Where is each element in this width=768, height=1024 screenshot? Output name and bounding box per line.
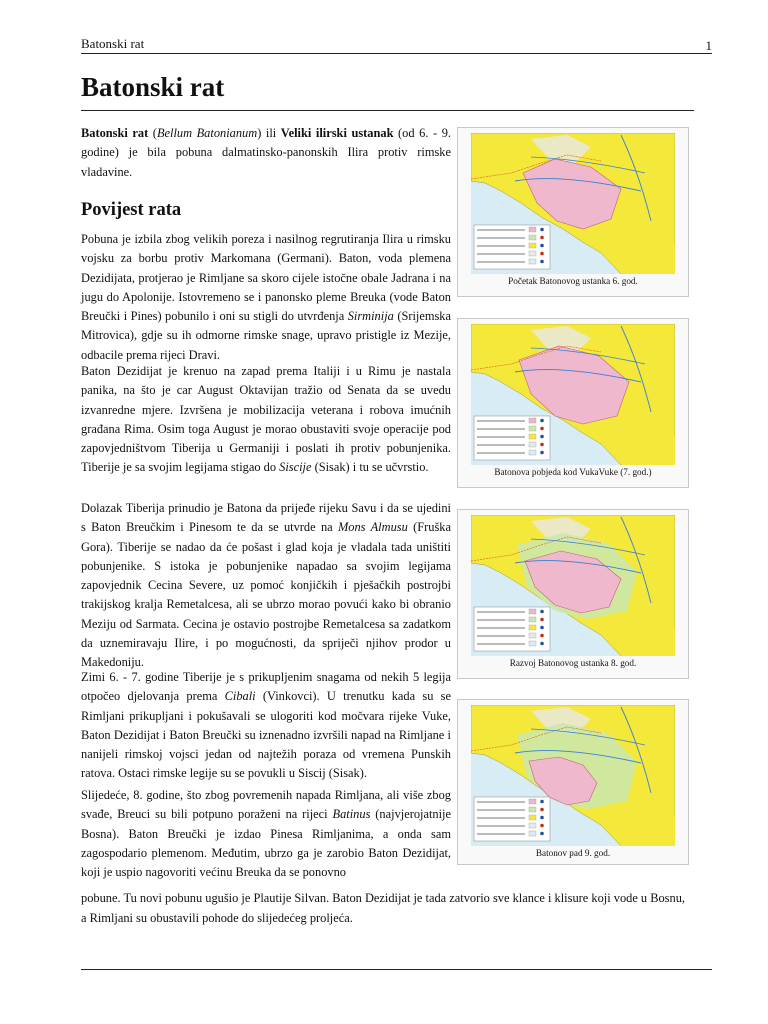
- legend-symbol: [540, 260, 544, 264]
- figure-caption: Razvoj Batonovog ustanka 8. god.: [509, 658, 637, 668]
- legend-symbol: [540, 634, 544, 638]
- legend-swatch: [529, 450, 536, 455]
- legend-text-line: [477, 261, 525, 263]
- legend-text-line: [477, 619, 525, 621]
- paragraph-5: Slijedeće, 8. godine, što zbog povremenih napada Rimljana, ali više zbog svađe, Breuci su bili potpuno poraženi na rijeci Batinus (najvjerojatnije Bosna). Baton Breučki je izdao Pinesa Rimljanima, a onda sam zagospodario plemenom. Međutim, ubrzo ga je zarobio Baton Dezidijat, koji je uspio nagovoriti većinu Breuka da se ponovno: [81, 788, 451, 880]
- legend-symbol: [540, 642, 544, 646]
- legend-swatch: [529, 235, 536, 240]
- legend-text-line: [477, 627, 525, 629]
- legend-text-line: [477, 253, 525, 255]
- legend-symbol: [540, 443, 544, 447]
- legend-symbol: [540, 236, 544, 240]
- legend-text-line: [477, 801, 525, 803]
- intro-paragraph: Batonski rat (Bellum Batonianum) ili Veliki ilirski ustanak (od 6. - 9. godine) je bila pobuna dalmatinsko-panonskih Ilira protiv rimske vladavine.: [81, 126, 451, 179]
- legend-symbol: [540, 451, 544, 455]
- legend-symbol: [540, 808, 544, 812]
- legend-text-line: [477, 817, 525, 819]
- legend-text-line: [477, 237, 525, 239]
- running-header: [81, 34, 712, 52]
- legend-text-line: [477, 452, 525, 454]
- legend-swatch: [529, 625, 536, 630]
- legend-text-line: [477, 229, 525, 231]
- paragraph-5-continued: pobune. Tu novi pobunu ugušio je Plautije Silvan. Baton Dezidijat je tada zatvorio sve klance i klisure koji vode u Bosnu, a Rimljani su obustavili pohode do slijedećeg proljeća.: [81, 891, 685, 925]
- legend-swatch: [529, 633, 536, 638]
- legend-swatch: [529, 259, 536, 264]
- legend-swatch: [529, 251, 536, 256]
- legend-symbol: [540, 816, 544, 820]
- figure-map-9: [457, 699, 689, 865]
- legend-text-line: [477, 428, 525, 430]
- header-rule: [81, 53, 712, 54]
- legend-symbol: [540, 435, 544, 439]
- term-veliki-ustanak: Veliki ilirski ustanak: [280, 126, 394, 140]
- legend-swatch: [529, 243, 536, 248]
- legend-swatch: [529, 227, 536, 232]
- legend-swatch: [529, 807, 536, 812]
- legend-swatch: [529, 823, 536, 828]
- map-image: [471, 515, 675, 656]
- legend-text-line: [477, 420, 525, 422]
- legend-symbol: [540, 626, 544, 630]
- legend-symbol: [540, 228, 544, 232]
- figure-map-6: [457, 127, 689, 297]
- legend-text-line: [477, 635, 525, 637]
- legend-symbol: [540, 244, 544, 248]
- legend-swatch: [529, 617, 536, 622]
- paragraph-3: Dolazak Tiberija prinudio je Batona da prijeđe rijeku Savu i da se ujedini s Baton Breučkim i Pinesom te da se utvrde na Mons Almusu (Fruška Gora). Tiberije se nadao da će pošast i glad koja je vladala tada uništiti pobunjenike. S istoka je pobunjenike napadao sa svojim legijama zapovjednik Cecina Severe, uz pomoć konjičkih i pješačkih postrojbi trakijskog kralja Remetalcesa, ali se ubrzo morao povući kako bi obranio Meziju od Sarmata. Cecina je ostavio postrojbe Remetalcesa sa zadatkom da uznemiravaju Ilire, i po mogućnosti, da spriječi njihov prodor u Makedoniju.: [81, 501, 451, 670]
- legend-symbol: [540, 824, 544, 828]
- legend-symbol: [540, 832, 544, 836]
- page-title: Batonski rat: [81, 72, 225, 102]
- term-batonski-rat: Batonski rat: [81, 126, 149, 140]
- figure-caption: Batonov pad 9. god.: [535, 848, 611, 858]
- legend-symbol: [540, 252, 544, 256]
- legend-symbol: [540, 800, 544, 804]
- figure-caption: Početak Batonovog ustanka 6. god.: [508, 276, 638, 286]
- legend-swatch: [529, 815, 536, 820]
- legend-text-line: [477, 809, 525, 811]
- map-image: [471, 324, 675, 465]
- legend-symbol: [540, 427, 544, 431]
- page-number: 1: [705, 38, 712, 53]
- legend-text-line: [477, 643, 525, 645]
- legend-text-line: [477, 825, 525, 827]
- legend-text-line: [477, 611, 525, 613]
- legend-swatch: [529, 434, 536, 439]
- legend-text-line: [477, 436, 525, 438]
- legend-symbol: [540, 618, 544, 622]
- figure-map-7: [457, 318, 689, 488]
- latin-name: Bellum Batonianum: [156, 126, 258, 140]
- legend-swatch: [529, 831, 536, 836]
- map-image: [471, 705, 675, 846]
- legend-swatch: [529, 609, 536, 614]
- footer-rule: [81, 969, 712, 970]
- figure-map-8: [457, 509, 689, 679]
- section-heading: Povijest rata: [81, 200, 182, 220]
- legend-text-line: [477, 833, 525, 835]
- legend-symbol: [540, 419, 544, 423]
- legend-swatch: [529, 799, 536, 804]
- paragraph-2: Baton Dezidijat je krenuo na zapad prema Italiji i u Rimu je nastala panika, na što je car August Oktavijan tražio od Senata da se uvedu izvanredne mjere. Izvršena je mobilizacija veterana i robova imućnih građana Rima. Osim toga August je morao obustaviti svoje operacije pod zapovjedništvom Tiberija u Germaniji i poslati ih protiv pobunjenika. Tiberije je sa svojim legijama stigao do Siscije (Sisak) i tu se učvrstio.: [81, 364, 451, 475]
- paragraph-1: Pobuna je izbila zbog velikih poreza i nasilnog regrutiranja Ilira u rimsku vojsku za borbu protiv Markomana (Germani). Baton, voda plemena Dezidijata, protjerao je Rimljane sa skoro cijele istočne obale Jadrana i na jugu do Apolonije. Istovremeno se i panonsko pleme Breuka (vode Baton Breučki i Pines) pobunilo i oni su stigli do utvrđenja Sirminija (Srijemska Mitrovica), gdje su ih odmorne rimske snage, upravo pristigle iz Mezije, odbacile prema rijeci Dravi.: [81, 232, 451, 362]
- map-image: [471, 133, 675, 274]
- figure-caption: Batonova pobjeda kod VukaVuke (7. god.): [494, 467, 652, 477]
- title-rule: [81, 110, 694, 111]
- legend-symbol: [540, 610, 544, 614]
- legend-text-line: [477, 444, 525, 446]
- running-title: Batonski rat: [81, 36, 145, 51]
- legend-swatch: [529, 418, 536, 423]
- paragraph-4: Zimi 6. - 7. godine Tiberije je s prikupljenim snagama od nekih 5 legija otpočeo djelovanja prema Cibali (Vinkovci). U trenutku kada su se Rimljani prikupljani i pokušavali se ulogoriti kod močvara rijeke Vuke, Baton Dezidijat i Baton Breučki su iznenadno izvršili napad na Rimljane i nanijeli rimskoj vojsci jedan od najtežih poraza od vremena Punskih ratova. Ostaci rimske legije su se povukli u Siscij (Sisak).: [81, 670, 451, 781]
- legend-swatch: [529, 641, 536, 646]
- legend-swatch: [529, 426, 536, 431]
- legend-swatch: [529, 442, 536, 447]
- legend-text-line: [477, 245, 525, 247]
